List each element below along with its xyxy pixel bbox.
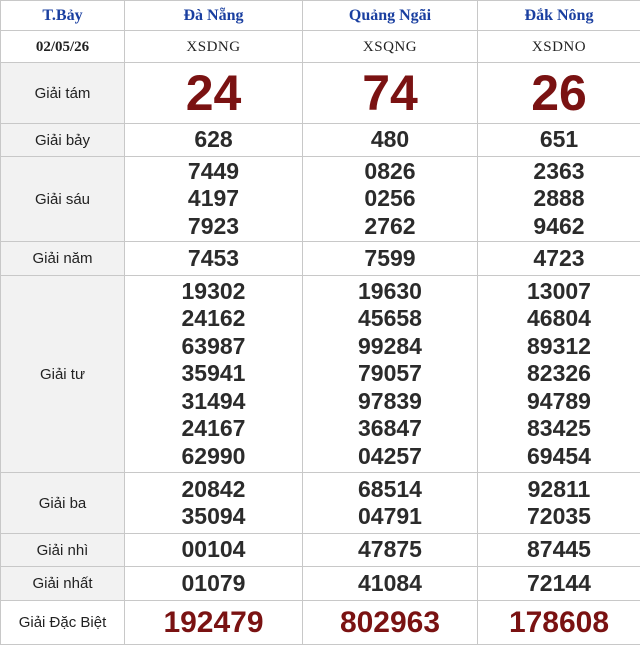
prize-label: Giải Đặc Biệt <box>1 601 125 645</box>
prize-cell <box>303 567 478 601</box>
prize-number: 04257 <box>303 443 477 471</box>
prize-number: 87445 <box>478 536 640 564</box>
prize-cell <box>125 534 303 567</box>
prize-cell <box>303 473 478 534</box>
prize-number: 01079 <box>125 570 302 598</box>
prize-number: 4197 <box>125 185 302 213</box>
special-prize-number: 178608 <box>478 605 640 641</box>
prize-number: 36847 <box>303 415 477 443</box>
prize-number: 2762 <box>303 213 477 241</box>
prize-number: 47875 <box>303 536 477 564</box>
prize-number: 69454 <box>478 443 640 471</box>
prize-label: Giải bảy <box>1 124 125 157</box>
prize-cell <box>125 601 303 645</box>
prize-cell <box>125 242 303 276</box>
prize-number: 89312 <box>478 333 640 361</box>
prize-cell <box>303 63 478 124</box>
prize-number: 9462 <box>478 213 640 241</box>
code-cell <box>303 31 478 63</box>
special-prize-number: 802963 <box>303 605 477 641</box>
prize-label: Giải tám <box>1 63 125 124</box>
prize-cell <box>478 567 640 601</box>
prize-number: 97839 <box>303 388 477 416</box>
prize-number: 7599 <box>303 245 477 273</box>
prize-number: 82326 <box>478 360 640 388</box>
prize-cell <box>303 601 478 645</box>
prize-number: 00104 <box>125 536 302 564</box>
prize-cell <box>125 473 303 534</box>
prize-number: 92811 <box>478 476 640 504</box>
prize-number: 26 <box>478 65 640 121</box>
prize-number: 72035 <box>478 503 640 531</box>
prize-number: 74 <box>303 65 477 121</box>
prize-number: 7923 <box>125 213 302 241</box>
prize-cell <box>478 473 640 534</box>
province-header-danang[interactable] <box>125 1 303 31</box>
prize-number: 04791 <box>303 503 477 531</box>
prize-number: 35094 <box>125 503 302 531</box>
province-code: XSQNG <box>363 39 417 55</box>
day-cell <box>1 1 125 31</box>
prize-row-g7 <box>1 124 640 157</box>
prize-number: 79057 <box>303 360 477 388</box>
prize-number: 63987 <box>125 333 302 361</box>
prize-number: 0256 <box>303 185 477 213</box>
prize-cell <box>303 124 478 157</box>
prize-row-g6 <box>1 157 640 242</box>
prize-label: Giải sáu <box>1 157 125 242</box>
prize-number: 19630 <box>303 278 477 306</box>
prize-cell <box>478 534 640 567</box>
prize-number: 46804 <box>478 305 640 333</box>
prize-number: 7453 <box>125 245 302 273</box>
prize-number: 20842 <box>125 476 302 504</box>
prize-cell <box>125 567 303 601</box>
prize-number: 2888 <box>478 185 640 213</box>
prize-row-g3 <box>1 473 640 534</box>
prize-label: Giải tư <box>1 276 125 473</box>
prize-cell <box>125 124 303 157</box>
prize-number: 45658 <box>303 305 477 333</box>
prize-label: Giải nhất <box>1 567 125 601</box>
prize-cell <box>303 534 478 567</box>
prize-row-g4 <box>1 276 640 473</box>
prize-number: 94789 <box>478 388 640 416</box>
prize-row-g1 <box>1 567 640 601</box>
prize-cell <box>303 276 478 473</box>
province-name[interactable]: Đắk Nông <box>525 7 594 24</box>
province-code: XSDNG <box>186 39 240 55</box>
province-name[interactable]: Quảng Ngãi <box>349 7 431 24</box>
prize-number: 83425 <box>478 415 640 443</box>
prize-cell <box>125 63 303 124</box>
header-row <box>1 1 640 31</box>
prize-number: 13007 <box>478 278 640 306</box>
draw-date: 02/05/26 <box>36 39 89 55</box>
prize-label: Giải năm <box>1 242 125 276</box>
province-header-quangngai[interactable] <box>303 1 478 31</box>
codes-row <box>1 31 640 63</box>
code-cell <box>125 31 303 63</box>
province-code: XSDNO <box>532 39 586 55</box>
prize-cell <box>478 601 640 645</box>
prize-number: 0826 <box>303 158 477 186</box>
prize-row-g5 <box>1 242 640 276</box>
prize-cell <box>303 242 478 276</box>
prize-label: Giải ba <box>1 473 125 534</box>
prize-cell <box>125 157 303 242</box>
prize-number: 24162 <box>125 305 302 333</box>
prize-number: 651 <box>478 126 640 154</box>
day-label: T.Bảy <box>42 7 82 24</box>
prize-row-special <box>1 601 640 645</box>
special-prize-number: 192479 <box>125 605 302 641</box>
prize-number: 41084 <box>303 570 477 598</box>
province-name[interactable]: Đà Nẵng <box>183 7 243 24</box>
prize-cell <box>125 276 303 473</box>
prize-number: 24 <box>125 65 302 121</box>
prize-number: 628 <box>125 126 302 154</box>
prize-number: 68514 <box>303 476 477 504</box>
prize-number: 19302 <box>125 278 302 306</box>
prize-number: 35941 <box>125 360 302 388</box>
prize-number: 31494 <box>125 388 302 416</box>
prize-number: 7449 <box>125 158 302 186</box>
code-cell <box>478 31 640 63</box>
prize-number: 2363 <box>478 158 640 186</box>
prize-number: 62990 <box>125 443 302 471</box>
prize-row-g2 <box>1 534 640 567</box>
prize-cell <box>478 63 640 124</box>
prize-cell <box>478 276 640 473</box>
prize-cell <box>478 242 640 276</box>
date-cell <box>1 31 125 63</box>
prize-number: 72144 <box>478 570 640 598</box>
province-header-daknong[interactable] <box>478 1 640 31</box>
prize-number: 99284 <box>303 333 477 361</box>
prize-cell <box>478 157 640 242</box>
prize-number: 24167 <box>125 415 302 443</box>
prize-number: 480 <box>303 126 477 154</box>
prize-label: Giải nhì <box>1 534 125 567</box>
prize-cell <box>478 124 640 157</box>
prize-number: 4723 <box>478 245 640 273</box>
prize-cell <box>303 157 478 242</box>
prize-row-g8 <box>1 63 640 124</box>
